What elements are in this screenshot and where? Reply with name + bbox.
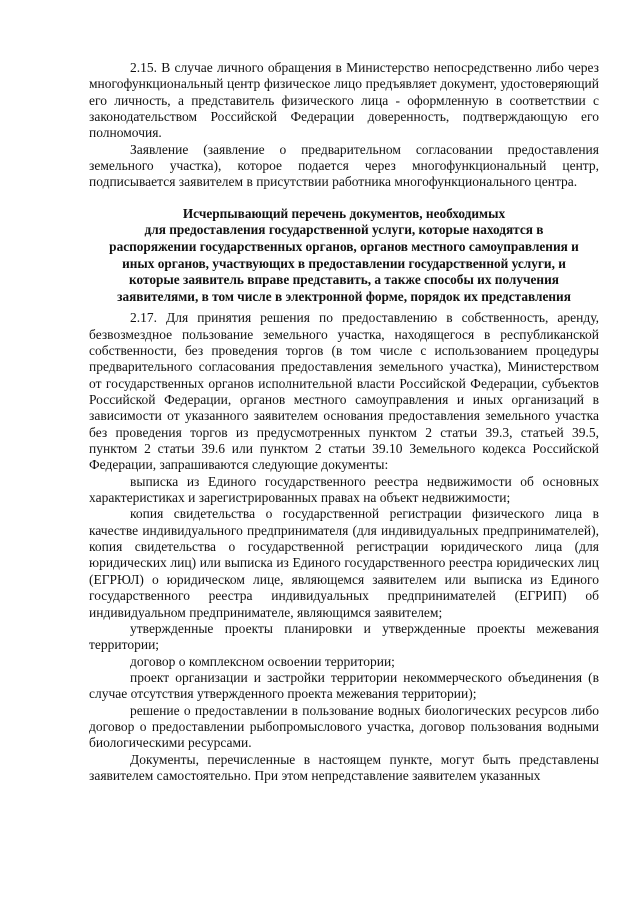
heading-line: заявителями, в том числе в электронной форме, порядок их представления xyxy=(117,288,571,304)
list-item-planning-projects: утвержденные проекты планировки и утвержденные проекты межевания территории; xyxy=(89,620,599,653)
list-item-water-resources-decision: решение о предоставлении в пользование водных биологических ресурсов либо договор о предоставлении рыбопромыслового участка, договор пользования водными биологическими ресурсами. xyxy=(89,702,599,751)
paragraph-documents-submission: Документы, перечисленные в настоящем пункте, могут быть представлены заявителем самостоятельно. При этом непредставление заявителем указанных xyxy=(89,751,599,783)
paragraph-application-signing: Заявление (заявление о предварительном согласовании предоставления земельного участка), которое подается через многофункциональный центр, подписывается заявителем в присутствии работника многофункционального центра. xyxy=(89,141,599,190)
paragraph-2-15: 2.15. В случае личного обращения в Министерство непосредственно либо через многофункциональный центр физическое лицо предъявляет документ, удостоверяющий его личность, а представитель физического лица - оформленную в соответствии с законодательством Российской Федерации доверенность, подтверждающую его полномочия. xyxy=(89,60,599,141)
list-item-egrn-extract: выписка из Единого государственного реестра недвижимости об основных характеристиках и зарегистрированных правах на объект недвижимости; xyxy=(89,473,599,506)
list-item-development-agreement: договор о комплексном освоении территории; xyxy=(130,653,395,669)
document-body xyxy=(89,60,599,784)
heading-line: Исчерпывающий перечень документов, необходимых xyxy=(182,205,506,221)
heading-line: иных органов, участвующих в предоставлении государственной услуги, и xyxy=(122,255,566,271)
heading-line: которые заявитель вправе представить, а также способы их получения xyxy=(129,272,559,288)
list-item-registration-certificates: копия свидетельства о государственной регистрации физического лица в качестве индивидуального предпринимателя (для индивидуальных предпринимателей), копия свидетельства о государственной регистрации юридического лица (для юридических лиц) или выписка из Единого государственного реестра юридических лиц (ЕГРЮЛ) о юридическом лице, являющемся заявителем или выписка из Единого государственного реестра индивидуальных предпринимателей (ЕГРИП) об индивидуальном предпринимателе, являющимся заявителем; xyxy=(89,506,599,620)
paragraph-2-17: 2.17. Для принятия решения по предоставлению в собственность, аренду, безвозмездное пользование земельного участка, находящегося в республиканской собственности, без проведения торгов (в том числе с использованием процедуры предварительного согласования предоставления земельного участка), Министерством от государственных органов исполнительной власти Российской Федерации, субъектов Российской Федерации, органов местного самоуправления и иных организаций в зависимости от указанного заявителем основания предоставления земельного участка без проведения торгов из предусмотренных пунктом 2 статьи 39.3, статьей 39.5, пунктом 2 статьи 39.6 или пунктом 2 статьи 39.10 Земельного кодекса Российской Федерации, запрашиваются следующие документы: xyxy=(89,310,599,473)
list-item-organization-project: проект организации и застройки территории некоммерческого объединения (в случае отсутствия утвержденного проекта межевания территории); xyxy=(89,669,599,702)
section-heading xyxy=(89,206,599,306)
heading-line: для предоставления государственной услуги, которые находятся в xyxy=(144,222,544,238)
heading-line: распоряжении государственных органов, органов местного самоуправления и xyxy=(109,238,579,254)
